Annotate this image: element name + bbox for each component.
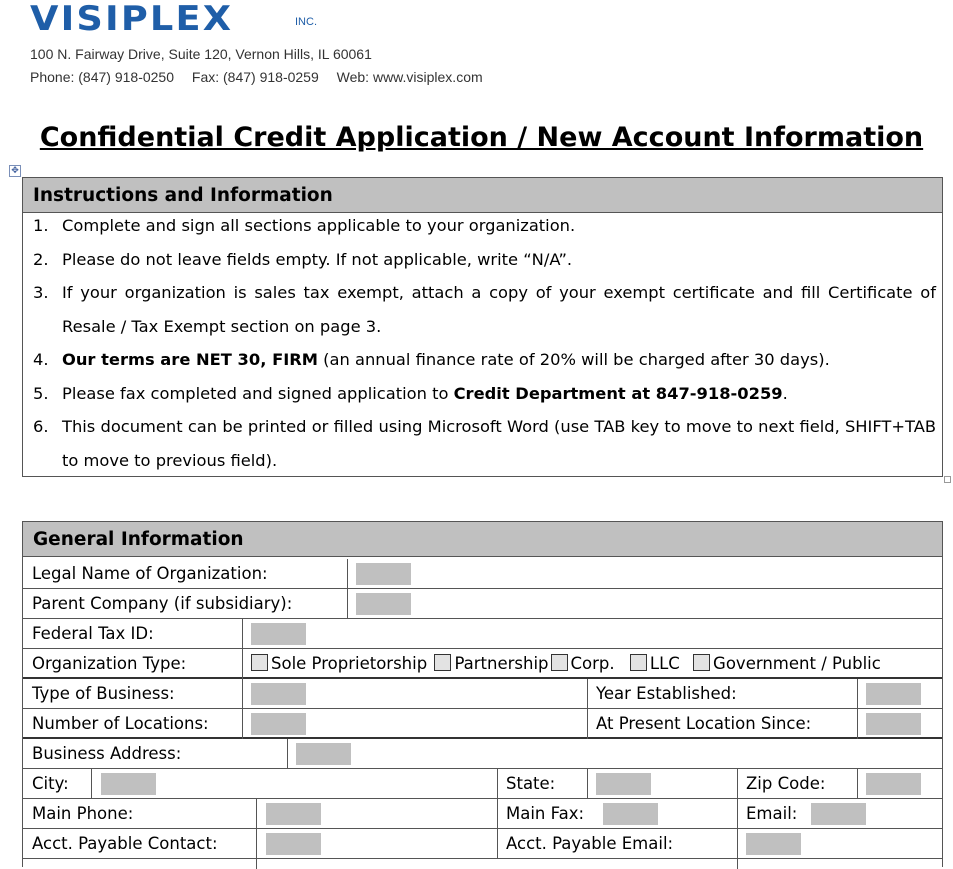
government-public-checkbox[interactable]: [693, 654, 710, 671]
row-type-of-business: [23, 679, 942, 709]
instructions-heading: Instructions and Information: [23, 178, 942, 213]
corp-checkbox[interactable]: [551, 654, 568, 671]
row-accounts-payable: [23, 829, 942, 859]
row-number-of-locations: [23, 709, 942, 739]
ap-contact-field[interactable]: [266, 833, 321, 855]
ap-email-field[interactable]: [746, 833, 801, 855]
instruction-item: 2. Please do not leave fields empty. If not applicable, write “N/A”.: [33, 249, 573, 269]
federal-tax-id-label: Federal Tax ID:: [32, 624, 154, 643]
parent-company-label: Parent Company (if subsidiary):: [32, 594, 293, 613]
present-location-since-field[interactable]: [866, 713, 921, 735]
company-contact-line: [30, 69, 497, 85]
logo-inc: INC.: [295, 16, 317, 28]
ap-contact-label: Acct. Payable Contact:: [32, 834, 218, 853]
zip-code-field[interactable]: [866, 773, 921, 795]
business-address-label: Business Address:: [32, 744, 182, 763]
business-address-field[interactable]: [296, 743, 351, 765]
instructions-table: [22, 177, 943, 477]
ap-email-label: Acct. Payable Email:: [506, 834, 674, 853]
sole-proprietorship-checkbox[interactable]: [251, 654, 268, 671]
zip-code-label: Zip Code:: [746, 774, 826, 793]
legal-name-field[interactable]: [356, 563, 411, 585]
company-address: 100 N. Fairway Drive, Suite 120, Vernon Hills, IL 60061: [30, 46, 372, 62]
row-city-state-zip: [23, 769, 942, 799]
main-fax-field[interactable]: [603, 803, 658, 825]
visiplex-logo: VISIPLEX: [30, 0, 234, 39]
state-label: State:: [506, 774, 556, 793]
row-phone-fax-email: [23, 799, 942, 829]
main-phone-field[interactable]: [266, 803, 321, 825]
table-resize-handle[interactable]: [944, 476, 951, 483]
year-established-field[interactable]: [866, 683, 921, 705]
general-info-table: [22, 521, 943, 867]
row-organization-type: [23, 649, 942, 679]
city-field[interactable]: [101, 773, 156, 795]
main-fax-label: Main Fax:: [506, 804, 585, 823]
state-field[interactable]: [596, 773, 651, 795]
main-phone-label: Main Phone:: [32, 804, 134, 823]
type-of-business-label: Type of Business:: [32, 684, 175, 703]
row-business-address: [23, 739, 942, 769]
parent-company-field[interactable]: [356, 593, 411, 615]
instruction-item: 1. Complete and sign all sections applicable to your organization.: [33, 216, 576, 235]
instruction-item: 5. Please fax completed and signed application to Credit Department at 847-918-0259.: [33, 383, 788, 403]
company-phone: Phone: (847) 918-0250: [30, 69, 174, 85]
email-label: Email:: [746, 804, 798, 823]
general-info-heading: General Information: [23, 522, 942, 557]
legal-name-label: Legal Name of Organization:: [32, 564, 268, 583]
instruction-item: 4. Our terms are NET 30, FIRM (an annual finance rate of 20% will be charged after 30 days).: [33, 350, 830, 369]
number-of-locations-field[interactable]: [251, 713, 306, 735]
present-location-since-label: At Present Location Since:: [596, 714, 812, 733]
number-of-locations-label: Number of Locations:: [32, 714, 209, 733]
type-of-business-field[interactable]: [251, 683, 306, 705]
table-move-handle-icon[interactable]: ✥: [9, 165, 21, 177]
org-type-options: Sole Proprietorship Partnership Corp. LLC Government / Public: [249, 649, 881, 678]
instructions-list: [23, 209, 942, 477]
row-legal-name: [23, 559, 942, 589]
company-fax: Fax: (847) 918-0259: [191, 69, 319, 85]
partnership-checkbox[interactable]: [434, 654, 451, 671]
org-type-label: Organization Type:: [32, 654, 187, 673]
document-title: Confidential Credit Application / New Account Information: [39, 122, 924, 153]
email-field[interactable]: [811, 803, 866, 825]
row-parent-company: [23, 589, 942, 619]
llc-checkbox[interactable]: [630, 654, 647, 671]
instruction-item: 6. This document can be printed or filled using Microsoft Word (use TAB key to move to next field, SHIFT+TAB to move to previous field).: [33, 417, 936, 470]
year-established-label: Year Established:: [596, 684, 737, 703]
row-federal-tax-id: [23, 619, 942, 649]
company-web: Web: www.visiplex.com: [336, 69, 483, 85]
instruction-item: 3. If your organization is sales tax exempt, attach a copy of your exempt certificate and fill Certificate of Resale / Tax Exempt section on page 3.: [33, 283, 936, 336]
federal-tax-id-field[interactable]: [251, 623, 306, 645]
city-label: City:: [32, 774, 69, 793]
